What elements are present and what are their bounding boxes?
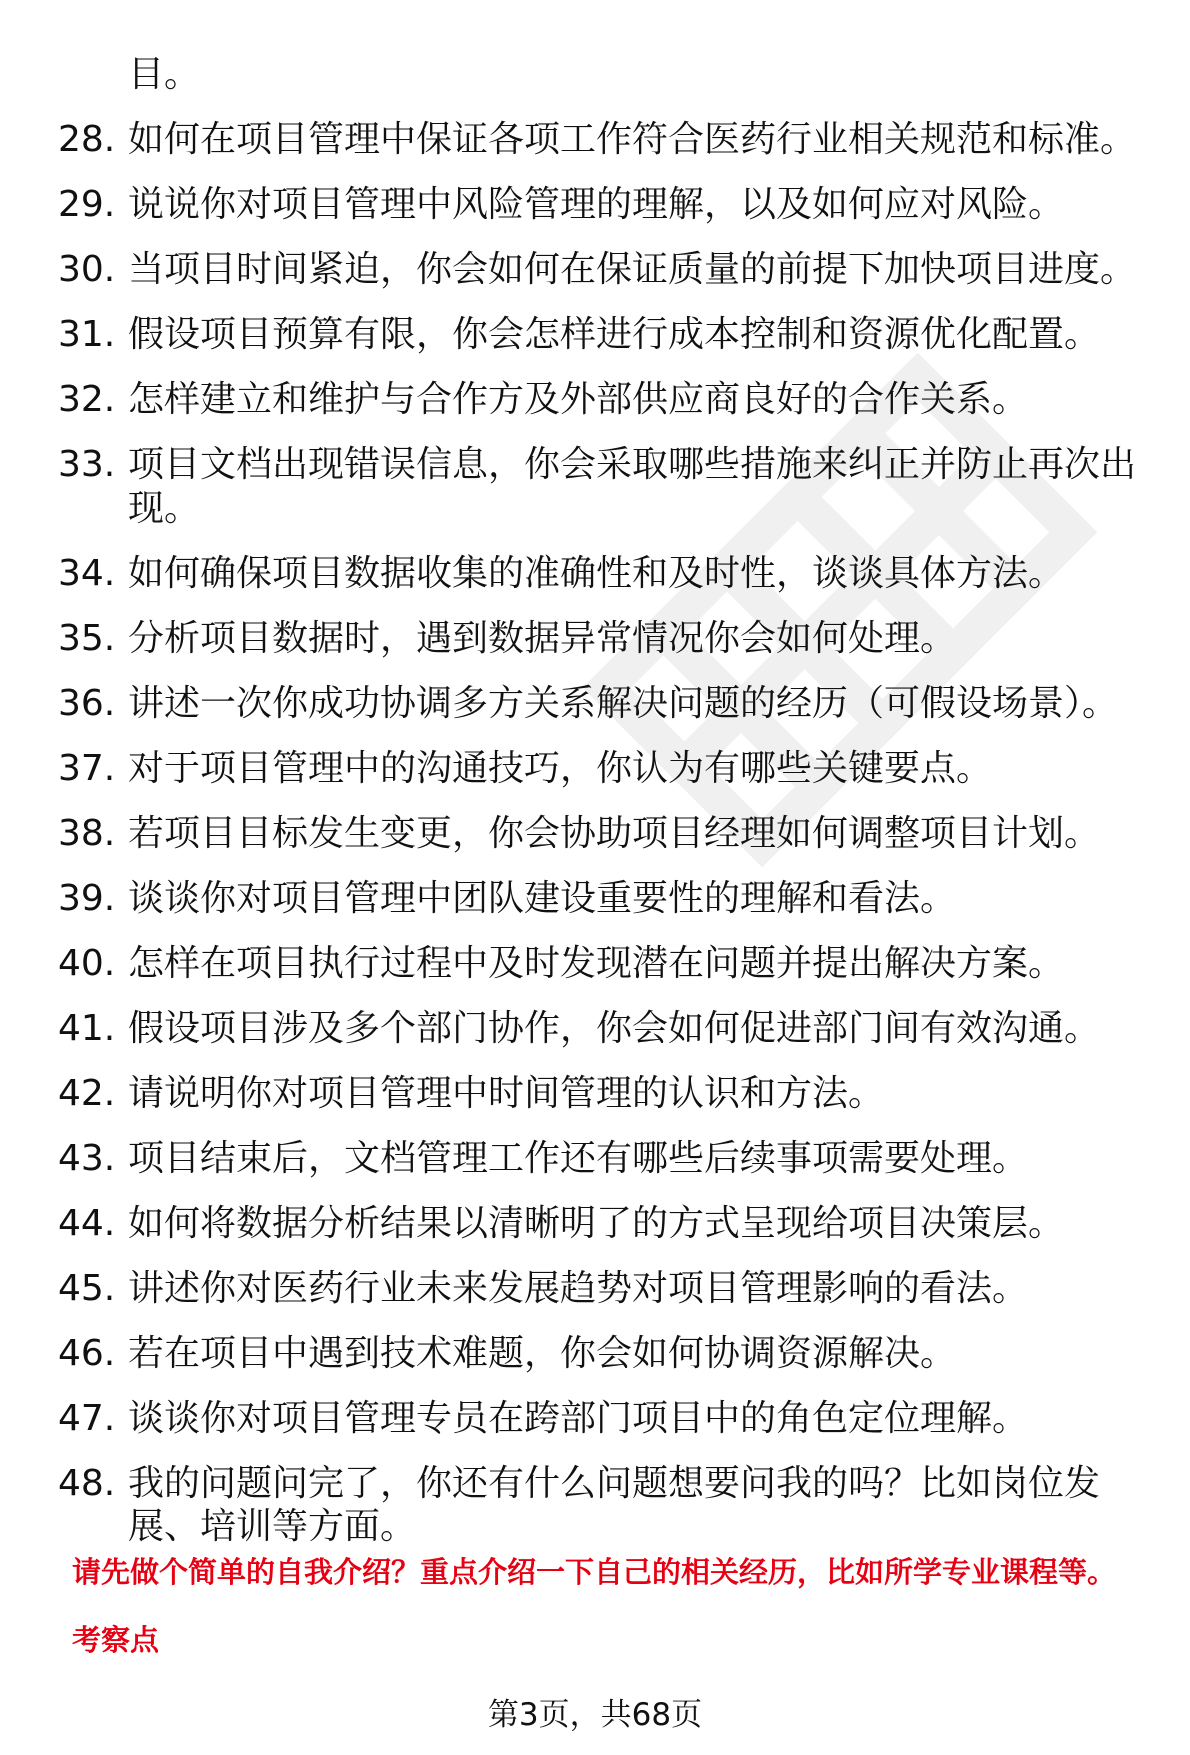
page-number-footer: 第3页，共68页 [487,1697,703,1733]
question-number: 48. [58,1463,116,1504]
question-number: 44. [58,1203,116,1244]
section-heading: 考察点 [72,1623,160,1657]
question-number: 47. [58,1398,116,1439]
question-line [0,308,1190,362]
question-text: 讲述一次你成功协调多方关系解决问题的经历（可假设场景）。 [128,683,1119,724]
question-text: 如何在项目管理中保证各项工作符合医药行业相关规范和标准。 [128,119,1137,160]
question-number: 32. [58,379,116,420]
question-number: 35. [58,618,116,659]
question-number: 36. [58,683,116,724]
question-text: 假设项目预算有限，你会怎样进行成本控制和资源优化配置。 [128,314,1101,355]
question-text: 讲述你对医药行业未来发展趋势对项目管理影响的看法。 [128,1268,1029,1309]
question-line-continuation [0,1500,1190,1554]
question-number: 41. [58,1008,116,1049]
question-line [0,1132,1190,1186]
question-line [0,612,1190,666]
question-line [0,742,1190,796]
intro-prompt: 请先做个简单的自我介绍？重点介绍一下自己的相关经历，比如所学专业课程等。 [72,1555,1117,1589]
question-number: 46. [58,1333,116,1374]
question-line [0,1002,1190,1056]
question-text: 项目结束后，文档管理工作还有哪些后续事项需要处理。 [128,1138,1029,1179]
question-line [0,1067,1190,1121]
question-number: 45. [58,1268,116,1309]
question-text: 谈谈你对项目管理中团队建设重要性的理解和看法。 [128,878,957,919]
question-text: 分析项目数据时，遇到数据异常情况你会如何处理。 [128,618,957,659]
question-number: 31. [58,314,116,355]
question-number: 39. [58,878,116,919]
question-number: 30. [58,249,116,290]
question-line [0,113,1190,167]
question-line [0,1392,1190,1446]
question-text: 对于项目管理中的沟通技巧，你认为有哪些关键要点。 [128,748,993,789]
question-line-continuation [0,482,1190,536]
question-line [0,677,1190,731]
question-line [0,1327,1190,1381]
question-text: 谈谈你对项目管理专员在跨部门项目中的角色定位理解。 [128,1398,1029,1439]
question-number: 28. [58,119,116,160]
question-text: 当项目时间紧迫，你会如何在保证质量的前提下加快项目进度。 [128,249,1137,290]
question-number: 38. [58,813,116,854]
question-line [0,373,1190,427]
question-text: 我的问题问完了，你还有什么问题想要问我的吗？比如岗位发 [128,1463,1101,1504]
question-number: 42. [58,1073,116,1114]
question-text: 若在项目中遇到技术难题，你会如何协调资源解决。 [128,1333,957,1374]
question-line [0,243,1190,297]
question-number: 43. [58,1138,116,1179]
question-line [0,48,1190,102]
question-line [0,178,1190,232]
question-text: 目。 [128,54,201,95]
question-number: 37. [58,748,116,789]
question-text: 怎样建立和维护与合作方及外部供应商良好的合作关系。 [128,379,1029,420]
question-number: 33. [58,444,116,485]
question-line [0,872,1190,926]
question-text: 若项目目标发生变更，你会协助项目经理如何调整项目计划。 [128,813,1101,854]
question-text: 如何将数据分析结果以清晰明了的方式呈现给项目决策层。 [128,1203,1065,1244]
question-text: 请说明你对项目管理中时间管理的认识和方法。 [128,1073,885,1114]
question-text: 如何确保项目数据收集的准确性和及时性，谈谈具体方法。 [128,553,1065,594]
question-line [0,547,1190,601]
question-line [0,1197,1190,1251]
question-number: 29. [58,184,116,225]
question-line [0,807,1190,861]
question-text: 展、培训等方面。 [128,1506,417,1547]
question-line [0,1262,1190,1316]
question-number: 40. [58,943,116,984]
question-text: 现。 [128,488,201,529]
question-text: 假设项目涉及多个部门协作，你会如何促进部门间有效沟通。 [128,1008,1101,1049]
question-text: 怎样在项目执行过程中及时发现潜在问题并提出解决方案。 [128,943,1065,984]
question-text: 项目文档出现错误信息，你会采取哪些措施来纠正并防止再次出 [128,444,1137,485]
question-number: 34. [58,553,116,594]
question-text: 说说你对项目管理中风险管理的理解，以及如何应对风险。 [128,184,1065,225]
question-line [0,937,1190,991]
